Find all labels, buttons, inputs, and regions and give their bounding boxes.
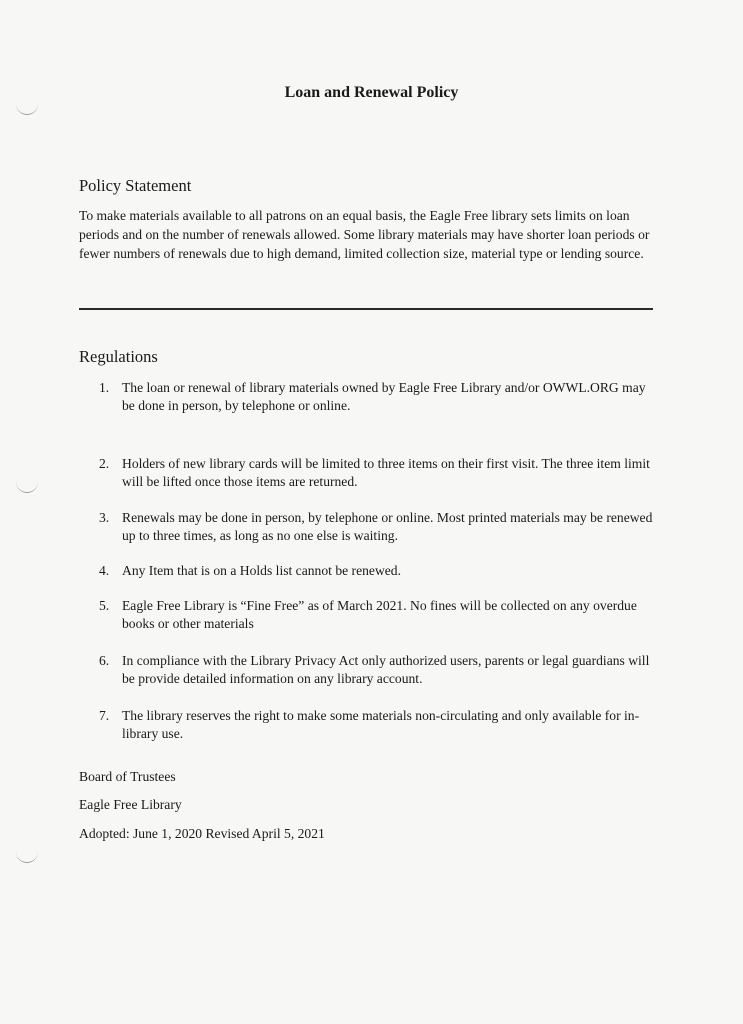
regulation-item bbox=[99, 509, 659, 545]
item-text: In compliance with the Library Privacy Act only authorized users, parents or legal guardians will be provide detailed information on any library account. bbox=[122, 653, 650, 686]
item-number: 4. bbox=[99, 563, 110, 578]
regulation-item bbox=[99, 379, 659, 415]
item-text: Any Item that is on a Holds list cannot be renewed. bbox=[122, 563, 401, 578]
regulation-item bbox=[99, 562, 659, 580]
regulation-item bbox=[99, 707, 659, 743]
divider bbox=[79, 308, 653, 310]
footer-library: Eagle Free Library bbox=[79, 797, 182, 812]
item-text: Eagle Free Library is “Fine Free” as of March 2021. No fines will be collected on any overdue books or other materials bbox=[122, 598, 637, 631]
footer-board: Board of Trustees bbox=[79, 769, 176, 784]
item-text: Holders of new library cards will be limited to three items on their first visit. The three item limit will be lifted once those items are returned. bbox=[122, 456, 650, 489]
page-title: Loan and Renewal Policy bbox=[284, 84, 459, 101]
regulations-heading: Regulations bbox=[79, 347, 158, 366]
footer-adopted-date: Adopted: June 1, 2020 Revised April 5, 2021 bbox=[79, 826, 325, 841]
policy-statement-heading: Policy Statement bbox=[79, 176, 192, 195]
item-text: The loan or renewal of library materials owned by Eagle Free Library and/or OWWL.ORG may be done in person, by telephone or online. bbox=[122, 380, 646, 413]
item-number: 1. bbox=[99, 380, 110, 395]
punch-hole-mark bbox=[16, 848, 38, 863]
regulation-item bbox=[99, 652, 659, 688]
item-text: Renewals may be done in person, by telephone or online. Most printed materials may be renewed up to three times, as long as no one else is waiting. bbox=[122, 510, 653, 543]
policy-statement-text: To make materials available to all patrons on an equal basis, the Eagle Free library sets limits on loan periods and on the number of renewals allowed. Some library materials may have shorter loan periods or fewer numbers of renewals due to high demand, limited collection size, material type or lending source. bbox=[79, 208, 650, 261]
item-number: 3. bbox=[99, 510, 110, 525]
punch-hole-mark bbox=[16, 100, 38, 115]
item-number: 7. bbox=[99, 708, 110, 723]
regulation-item bbox=[99, 455, 659, 491]
punch-hole-mark bbox=[16, 478, 38, 493]
item-text: The library reserves the right to make some materials non-circulating and only available for in-library use. bbox=[122, 708, 640, 741]
regulation-item bbox=[99, 597, 659, 633]
item-number: 2. bbox=[99, 456, 110, 471]
item-number: 6. bbox=[99, 653, 110, 668]
item-number: 5. bbox=[99, 598, 110, 613]
